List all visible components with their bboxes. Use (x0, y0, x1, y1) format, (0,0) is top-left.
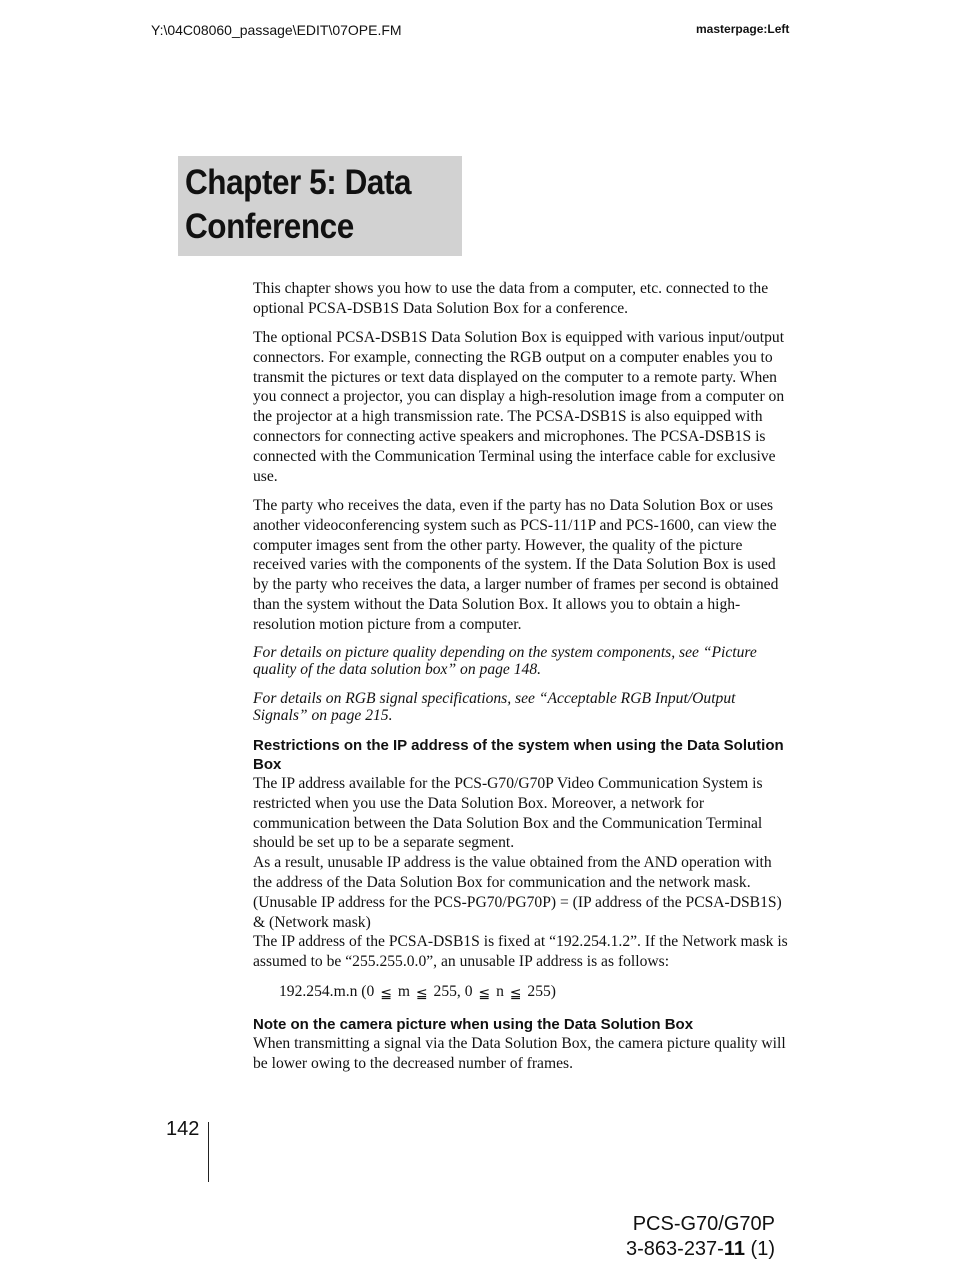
intro-paragraph: This chapter shows you how to use the data from a computer, etc. connected to the optional PCSA-DSB1S Data Solution Box for a conference. (253, 280, 769, 317)
page-number: 142 (166, 1118, 200, 1140)
ip-restriction-text-3: (Unusable IP address for the PCS-PG70/PG70P) = (IP address of the PCSA-DSB1S) & (Network mask) (253, 893, 782, 931)
page-number-rule (208, 1122, 209, 1182)
dsb-description-paragraph: The optional PCSA-DSB1S Data Solution Box is equipped with various input/output connectors. For example, connecting the RGB output on a computer enables you to transmit the pictures or text data displayed on the computer to a remote party. When you connect a projector, you can display a high-resolution image from a computer on the projector at a high transmission rate. The PCSA-DSB1S is also equipped with connectors for connecting active speakers and microphones. The PCSA-DSB1S is connected with the Communication Terminal using the interface cable for exclusive use. (253, 329, 785, 485)
header-file-path: Y:\04C08060_passage\EDIT\07OPE.FM (151, 22, 402, 38)
ip-restriction-text-2: As a result, unusable IP address is the value obtained from the AND operation with the address of the Data Solution Box for communication and the network mask. (253, 854, 772, 892)
receiving-party-paragraph: The party who receives the data, even if the party has no Data Solution Box or uses another videoconferencing system such as PCS-11/11P and PCS-1600, can view the computer images sent from the other party. However, the quality of the picture received varies with the components of the system. If the Data Solution Box is used by the party who receives the data, a larger number of frames per second is obtained than the system without the Data Solution Box. It allows you to obtain a high-resolution motion picture from a computer. (253, 496, 779, 633)
footer-model-info (626, 1212, 775, 1262)
chapter-title-line1: Chapter 5: Data (185, 163, 412, 202)
ip-restriction-text-1: The IP address available for the PCS-G70/G70P Video Communication System is restricted when you use the Data Solution Box. Moreover, a network for communication between the Data Solution Box and the Communication Terminal should be set up to be a separate segment. (253, 775, 763, 852)
ip-restriction-heading: Restrictions on the IP address of the system when using the Data Solution Box (253, 737, 784, 774)
picture-quality-note: For details on picture quality depending on the system components, see “Picture quality of the data solution box” on page 148. (253, 644, 757, 679)
chapter-title-line2: Conference (185, 207, 354, 246)
footer-model: PCS-G70/G70P (632, 1213, 775, 1235)
chapter-title (185, 161, 455, 249)
ip-restriction-text-4: The IP address of the PCSA-DSB1S is fixed at “192.254.1.2”. If the Network mask is assumed to be “255.255.0.0”, an unusable IP address is as follows: (253, 933, 788, 971)
camera-picture-heading: Note on the camera picture when using the Data Solution Box (253, 1015, 694, 1033)
chapter-title-box (178, 156, 462, 256)
rgb-spec-note: For details on RGB signal specifications, see “Acceptable RGB Input/Output Signals” on page 215. (253, 690, 736, 725)
chapter-content (253, 279, 788, 1073)
footer-code: 3-863-237-11 (1) (626, 1238, 775, 1260)
unusable-ip-formula: 192.254.m.n (0 ≦ m ≦ 255, 0 ≦ n ≦ 255) (279, 983, 556, 1003)
camera-picture-text: When transmitting a signal via the Data Solution Box, the camera picture quality will be lower owing to the decreased number of frames. (253, 1034, 786, 1072)
header-masterpage: masterpage:Left (696, 22, 790, 36)
